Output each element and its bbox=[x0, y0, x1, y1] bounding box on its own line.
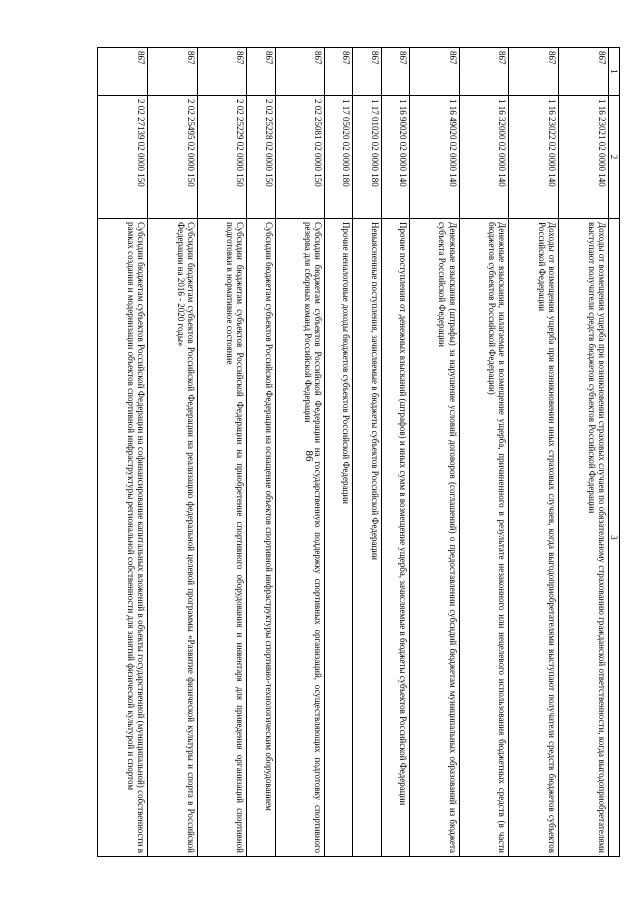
revenue-name-cell: Денежные взыскания, налагаемые в возмещение ущерба, причиненного в результате незаконного или нецелевого использования бюджетных средств (в части бюджетов субъектов Российской Федерации) bbox=[459, 219, 509, 857]
revenue-code-cell: 1 17 01020 02 0000 180 bbox=[353, 96, 381, 219]
revenue-name-cell: Прочие неналоговые доходы бюджетов субъектов Российской Федерации bbox=[325, 219, 353, 857]
admin-code-cell: 867 bbox=[381, 48, 409, 96]
column-header-1: 1 bbox=[608, 48, 619, 96]
revenue-name-cell: Прочие поступления от денежных взысканий (штрафов) и иных сумм в возмещение ущерба, зачисляемые в бюджеты субъектов Российской Федерации bbox=[381, 219, 409, 857]
column-header-2: 2 bbox=[608, 96, 619, 219]
revenue-code-cell: 2 02 25081 02 0000 150 bbox=[275, 96, 325, 219]
revenue-code-cell: 1 16 90020 02 0000 140 bbox=[381, 96, 409, 219]
revenue-code-cell: 2 02 27139 02 0000 150 bbox=[98, 96, 148, 219]
column-header-3: 3 bbox=[608, 219, 619, 857]
revenue-name-cell: Доходы от возмещения ущерба при возникновении иных страховых случаев, когда выгодоприобретателями выступают получатели средств бюджетов субъектов Российской Федерации bbox=[509, 219, 559, 857]
revenue-name-cell: Доходы от возмещения ущерба при возникновении страховых случаев по обязательному страхованию гражданской ответственности, когда выгодоприобретателями выступают получатели средств бюджетов субъектов Российской Федерации bbox=[559, 219, 609, 857]
revenue-name-cell: Субсидии бюджетам субъектов Российской Федерации на государственную поддержку спортивных организаций, осуществляющих подготовку спортивного резерва для сборных команд Российской Федерации bbox=[275, 219, 325, 857]
table-row bbox=[353, 48, 381, 857]
rotated-table-frame bbox=[97, 47, 620, 857]
page-number: 86 bbox=[303, 450, 315, 462]
admin-code-cell: 867 bbox=[197, 48, 247, 96]
revenue-code-cell: 1 16 32000 02 0000 140 bbox=[459, 96, 509, 219]
admin-code-cell: 867 bbox=[275, 48, 325, 96]
revenue-name-cell: Денежные взыскания (штрафы) за нарушение условий договоров (соглашений) о предоставлении субсидий бюджетам муниципальных образований из бюджета субъекта Российской Федерации bbox=[409, 219, 459, 857]
table-row bbox=[325, 48, 353, 857]
table-header-row bbox=[608, 48, 619, 857]
revenue-codes-table bbox=[97, 47, 620, 857]
table-row bbox=[197, 48, 247, 857]
table-row bbox=[459, 48, 509, 857]
table-row bbox=[98, 48, 148, 857]
revenue-code-cell: 1 16 23022 02 0000 140 bbox=[509, 96, 559, 219]
table-row bbox=[381, 48, 409, 857]
table-container bbox=[97, 47, 620, 857]
table-row bbox=[275, 48, 325, 857]
revenue-name-cell: Субсидии бюджетам субъектов Российской Федерации на софинансирование капитальных вложений в объекты государственной (муниципальной) собственности в рамках создания и модернизации объектов спортивной инфраструктуры региональной собственности для занятий физической культурой и спортом bbox=[98, 219, 148, 857]
revenue-code-cell: 2 02 25228 02 0000 150 bbox=[247, 96, 275, 219]
revenue-code-cell: 2 02 25495 02 0000 150 bbox=[147, 96, 197, 219]
table-body bbox=[98, 48, 609, 857]
admin-code-cell: 867 bbox=[98, 48, 148, 96]
revenue-name-cell: Невыясненные поступления, зачисляемые в бюджеты субъектов Российской Федерации bbox=[353, 219, 381, 857]
table-row bbox=[509, 48, 559, 857]
revenue-name-cell: Субсидии бюджетам субъектов Российской Федерации на приобретение спортивного оборудования и инвентаря для приведения организаций спортивной подготовки в нормативное состояние bbox=[197, 219, 247, 857]
admin-code-cell: 867 bbox=[353, 48, 381, 96]
admin-code-cell: 867 bbox=[459, 48, 509, 96]
table-row bbox=[147, 48, 197, 857]
admin-code-cell: 867 bbox=[559, 48, 609, 96]
table-row bbox=[559, 48, 609, 857]
revenue-name-cell: Субсидии бюджетам субъектов Российской Федерации на реализацию федеральной целевой программы «Развитие физической культуры и спорта в Российской Федерации на 2016 - 2020 годы» bbox=[147, 219, 197, 857]
admin-code-cell: 867 bbox=[147, 48, 197, 96]
admin-code-cell: 867 bbox=[247, 48, 275, 96]
admin-code-cell: 867 bbox=[325, 48, 353, 96]
revenue-code-cell: 1 16 49020 02 0000 140 bbox=[409, 96, 459, 219]
admin-code-cell: 867 bbox=[409, 48, 459, 96]
revenue-code-cell: 2 02 25229 02 0000 150 bbox=[197, 96, 247, 219]
revenue-code-cell: 1 17 05020 02 0000 180 bbox=[325, 96, 353, 219]
table-row bbox=[247, 48, 275, 857]
admin-code-cell: 867 bbox=[509, 48, 559, 96]
revenue-code-cell: 1 16 23021 02 0000 140 bbox=[559, 96, 609, 219]
revenue-name-cell: Субсидии бюджетам субъектов Российской Федерации на оснащение объектов спортивной инфраструктуры спортивно-технологическим оборудованием bbox=[247, 219, 275, 857]
table-row bbox=[409, 48, 459, 857]
